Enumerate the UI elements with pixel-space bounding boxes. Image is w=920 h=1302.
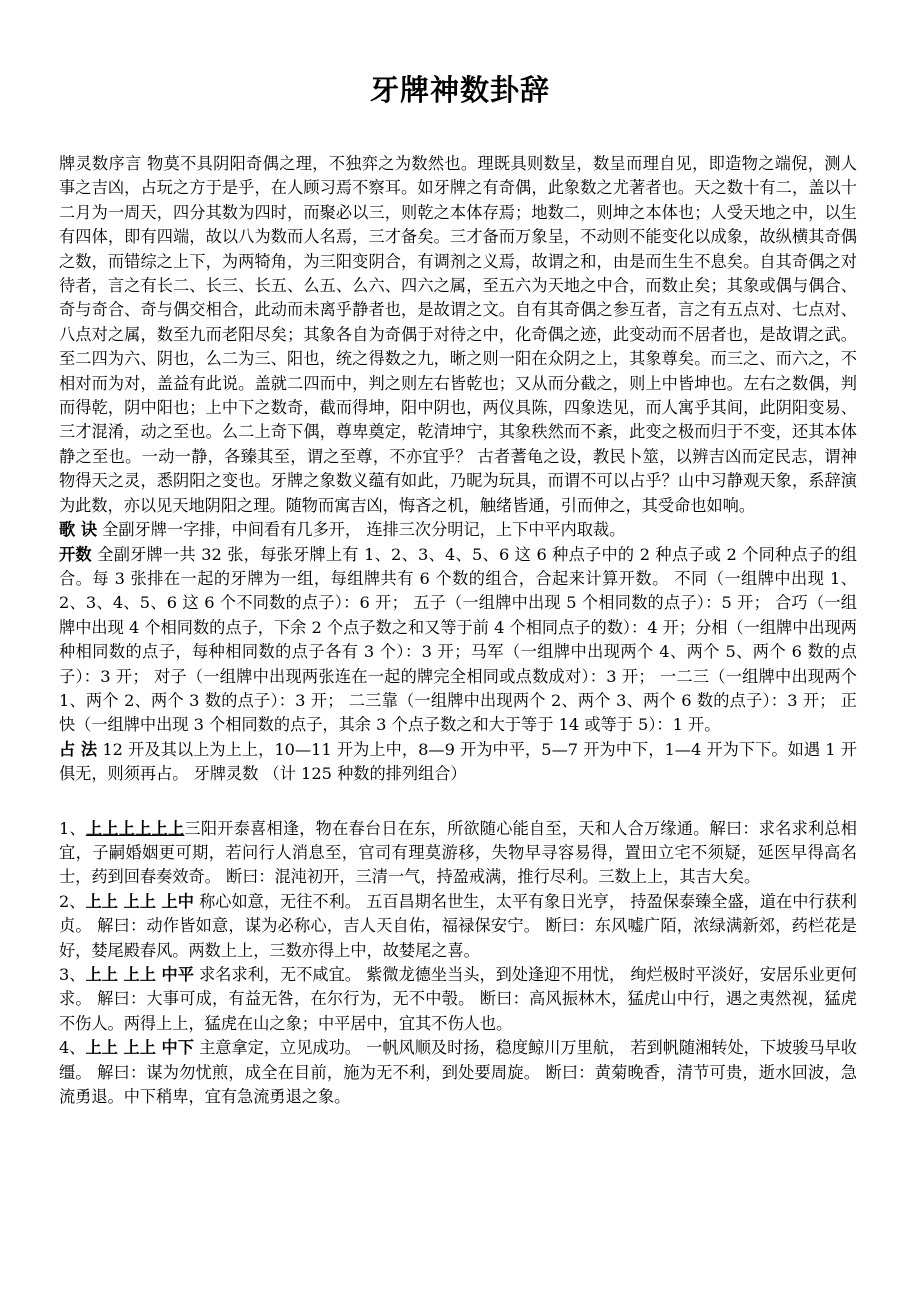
section-gap [59,787,857,817]
kaishu-paragraph [59,543,857,738]
entry-text: 三阳开泰喜相逢，物在春台日在东，所欲随心能自至，天和人合万缘通。解曰：求名求利总相宜，子嗣婚姻更可期，若问行人消息至，官司有理莫游移，失物早寻容易得，置田立宅不须疑，延医早得高名士，药到回春奏效奇。 断曰：混沌初开，三清一气，持盈戒满，推行尽利。三数上上，其吉大矣。 [59,818,857,887]
entry-head: 上上上上上上 [85,818,185,838]
entry-text: 称心如意，无往不利。 五百昌期名世生，太平有象日光亨， 持盈保泰臻全盛，道在中行获利贞。 解曰：动作皆如意，谋为必称心，吉人天自佑，福禄保安宁。 断曰：东风嘘广陌，浓绿满新郊，药栏花是好，婪尾殿春风。两数上上，三数亦得上中，故婪尾之喜。 [59,891,857,960]
zhanfa-label: 占 法 [59,739,98,759]
entry-1 [59,817,857,890]
entry-number: 4、 [59,1038,86,1058]
entry-number: 2、 [59,891,86,911]
entry-head: 上上 上上 上中 [85,891,194,911]
zhanfa-text: 12 开及其以上为上上，10—11 开为上中，8—9 开为中平，5—7 开为中下，1—4 开为下下。如遇 1 开俱无，则须再占。 牙牌灵数 （计 125 种数的排列组合） [59,739,857,784]
preface-paragraph: 牌灵数序言 物莫不具阴阳奇偶之理，不独弈之为数然也。理既具则数呈，数呈而理自见，即造物之端倪，测人事之吉凶，占玩之方于是乎，在人顾习焉不察耳。如牙牌之有奇偶，此象数之尤著者也。天之数十有二，盖以十二月为一周天，四分其数为四时，而聚必以三，则乾之本体存焉；地数二，则坤之本体也；人受天地之中，以生有四体，即有四端，故以八为数而人名焉，三才备矣。三才备而万象呈，不动则不能变化以成象，故纵横其奇偶之数，而错综之上下，为两犄角，为三阳变阴合，有调剂之义焉，故谓之和，由是而生生不息矣。自其奇偶之对待者，言之有长二、长三、长五、么五、么六、四六之属，至五六为天地之中合，而数止矣；其象或偶与偶合、奇与奇合、奇与偶交相合，此动而未离乎静者也，是故谓之文。自有其奇偶之参互者，言之有五点对、七点对、八点对之属，数至九而老阳尽矣；其象各自为奇偶于对待之中，化奇偶之迹，此变动而不居者也，是故谓之武。至二四为六、阴也，么二为三、阳也，统之得数之九，晰之则一阳在众阴之上，其象尊矣。而三之、而六之，不相对而为对，盖益有此说。盖就二四而中，判之则左右皆乾也；又从而分截之，则上中皆坤也。左右之数偶，判而得乾，阴中阳也；上中下之数奇，截而得坤，阳中阴也，两仪具陈，四象迭见，而人寓乎其间，此阴阳变易、三才混淆，动之至也。么二上奇下偶，尊卑奠定，乾清坤宁，其象秩然而不紊，此变之极而归于不变，还其本体静之至也。一动一静，各臻其至，谓之至尊，不亦宜乎？ 古者蓍龟之设，教民卜筮，以辨吉凶而定民志，谓神物得天之灵，悉阴阳之变也。牙牌之象数义蕴有如此，乃昵为玩具，而谓不可以占乎？山中习静观天象，系辞演为此数，亦以见天地阴阳之理。随物而寓吉凶，悔吝之机，触绪皆通，引而伸之，其受命也如响。 [59,154,857,515]
page-title: 牙牌神数卦辞 [369,73,550,107]
entry-4 [59,1036,857,1109]
entry-head: 上上 上上 中平 [85,965,194,984]
entry-number: 3、 [59,965,86,984]
entry-text: 求名求利，无不咸宜。 紫微龙德坐当头，到处逢迎不用忧， 绚烂极时平淡好，安居乐业更何求。 解曰：大事可成，有益无咎，在尔行为，无不中彀。 断曰：高风振林木，猛虎山中行，遇之夷然视，猛虎不伤人。两得上上，猛虎在山之象；中平居中，宜其不伤人也。 [59,965,857,1033]
kaishu-text: 全副牙牌一共 32 张，每张牙牌上有 1、2、3、4、5、6 这 6 种点子中的 2 种点子或 2 个同种点子的组合。每 3 张排在一起的牙牌为一组，每组牌共有 6 个数的组合，合起来计算开数。 不同（一组牌中出现 1、2、3、4、5、6 这 6 个不同数的点子）：6 开； 五子（一组牌中出现 5 个相同数的点子）：5 开； 合巧（一组牌中出现 4 个相同数的点子，下余 2 个点子数之和又等于前 4 个相同点子的数）：4 开；分相（一组牌中出现两种相同数的点子，每种相同数的点子各有 3 个）：3 开；马军（一组牌中出现两个 4、两个 5、两个 6 数的点子）：3 开； 对子（一组牌中出现两张连在一起的牌完全相同或点数成对）：3 开； 一二三（一组牌中出现两个 1、两个 2、两个 3 数的点子）：3 开； 二三靠（一组牌中出现两个 2、两个 3、两个 6 数的点子）：3 开； 正快（一组牌中出现 3 个相同数的点子，其余 3 个点子数之和大于等于 14 或等于 5）：1 开。 [59,544,857,735]
entry-number: 1、 [59,818,86,838]
entry-head: 上上 上上 中下 [85,1038,194,1058]
kaishu-label: 开数 [59,544,92,564]
zhanfa-paragraph [59,738,857,787]
entry-text: 主意拿定，立见成功。 一帆风顺及时扬，稳度鲸川万里航， 若到帆随湘转处，下坡骏马早收缰。 解曰：谋为勿忧煎，成全在目前，施为无不利，到处要周旋。 断曰：黄菊晚香，清节可贵，逝水回波，急流勇退。中下稍卑，宜有急流勇退之象。 [59,1038,857,1107]
entry-2 [59,890,857,963]
jue-paragraph [59,518,857,542]
entry-3 [59,963,857,1036]
jue-text: 全副牙牌一字排，中间看有几多开， 连排三次分明记，上下中平内取裁。 [102,520,626,540]
jue-label: 歌 诀 [59,520,98,540]
document-body [59,152,857,1109]
